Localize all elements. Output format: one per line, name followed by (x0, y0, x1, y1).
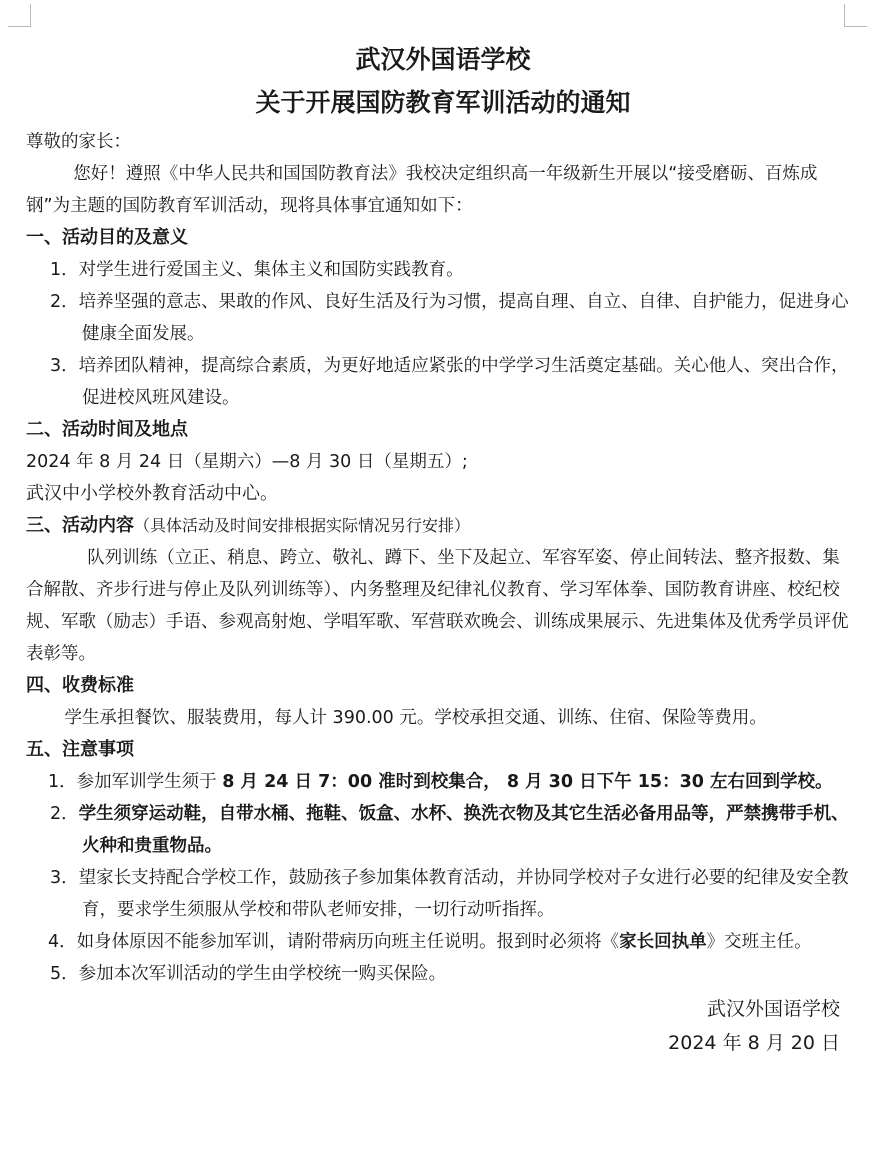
item-number: 1． (48, 772, 77, 792)
signature-org: 武汉外国语学校 (706, 998, 840, 1020)
item-text: 培养团队精神，提高综合素质，为更好地适应紧张的中学学习生活奠定基础。关心他人、突出合作，促进校风班风建设。 (78, 356, 849, 408)
item-text: 培养坚强的意志、果敢的作风、良好生活及行为习惯，提高自理、自立、自律、自护能力，促进身心健康全面发展。 (78, 292, 849, 344)
item-number: 3． (50, 356, 79, 376)
item-number: 5． (50, 964, 79, 984)
activity-place: 武汉中小学校外教育活动中心。 (26, 483, 278, 504)
salutation: 尊敬的家长： (26, 132, 131, 152)
section5-item-5 (26, 958, 850, 990)
item-number: 2． (50, 292, 79, 312)
section5-item-4 (26, 926, 850, 958)
page-corner-mark-right (844, 4, 867, 27)
item-text-bold: 学生须穿运动鞋，自带水桶、拖鞋、饭盒、水杯、换洗衣物及其它生活必备用品等，严禁携带手机、火种和贵重物品。 (78, 804, 849, 856)
item-text: 对学生进行爱国主义、集体主义和国防实践教育。 (78, 260, 464, 280)
item-text: 参加本次军训活动的学生由学校统一购买保险。 (78, 964, 447, 984)
section3-note: （具体活动及时间安排根据实际情况另行安排） (134, 516, 471, 535)
item-text: 如身体原因不能参加军训，请附带病历向班主任说明。报到时必须将《 (76, 932, 620, 952)
notice-document (26, 40, 850, 1060)
notice-title: 关于开展国防教育军训活动的通知 (255, 88, 631, 117)
item-number: 2． (50, 804, 79, 824)
section1-item-1 (26, 254, 850, 286)
section3-heading (26, 510, 850, 542)
item-number: 1． (50, 260, 79, 280)
intro-paragraph: 您好！遵照《中华人民共和国国防教育法》我校决定组织高一年级新生开展以“接受磨砺、百炼成钢”为主题的国防教育军训活动，现将具体事宜通知如下： (26, 164, 818, 216)
section5-item-1 (26, 766, 850, 798)
section4-heading: 四、收费标准 (26, 675, 134, 696)
section2-heading: 二、活动时间及地点 (26, 419, 188, 440)
item-text-bold: 8 月 24 日 7：00 准时到校集合， 8 月 30 日下午 15：30 左右回到学校。 (222, 772, 833, 792)
section1-heading: 一、活动目的及意义 (26, 227, 188, 248)
item-number: 4． (48, 932, 77, 952)
activity-time: 2024 年 8 月 24 日（星期六）—8 月 30 日（星期五）; (26, 452, 468, 472)
item-number: 3． (50, 868, 79, 888)
section3-content: 队列训练（立正、稍息、跨立、敬礼、蹲下、坐下及起立、军容军姿、停止间转法、整齐报数、集合解散、齐步行进与停止及队列训练等）、内务整理及纪律礼仪教育、学习军体拳、国防教育讲座、校纪校规、军歌（励志）手语、参观高射炮、学唱军歌、军营联欢晚会、训练成果展示、先进集体及优秀学员评优表彰等。 (26, 548, 849, 664)
section5-heading: 五、注意事项 (26, 739, 134, 760)
signature-date: 2024 年 8 月 20 日 (668, 1032, 840, 1054)
section1-item-2 (26, 286, 850, 350)
section1-item-3 (26, 350, 850, 414)
item-text: 》交班主任。 (706, 932, 812, 952)
section5-item-3 (26, 862, 850, 926)
section3-heading-text: 三、活动内容 (26, 515, 134, 536)
item-text: 望家长支持配合学校工作，鼓励孩子参加集体教育活动，并协同学校对子女进行必要的纪律及安全教育，要求学生须服从学校和带队老师安排，一切行动听指挥。 (78, 868, 849, 920)
item-text: 参加军训学生须于 (76, 772, 223, 792)
school-title: 武汉外国语学校 (355, 45, 531, 74)
section5-item-2 (26, 798, 850, 862)
section4-content: 学生承担餐饮、服装费用，每人计 390.00 元。学校承担交通、训练、住宿、保险等费用。 (64, 708, 767, 728)
page-corner-mark-left (8, 4, 31, 27)
item-text-bold: 家长回执单 (619, 932, 707, 952)
